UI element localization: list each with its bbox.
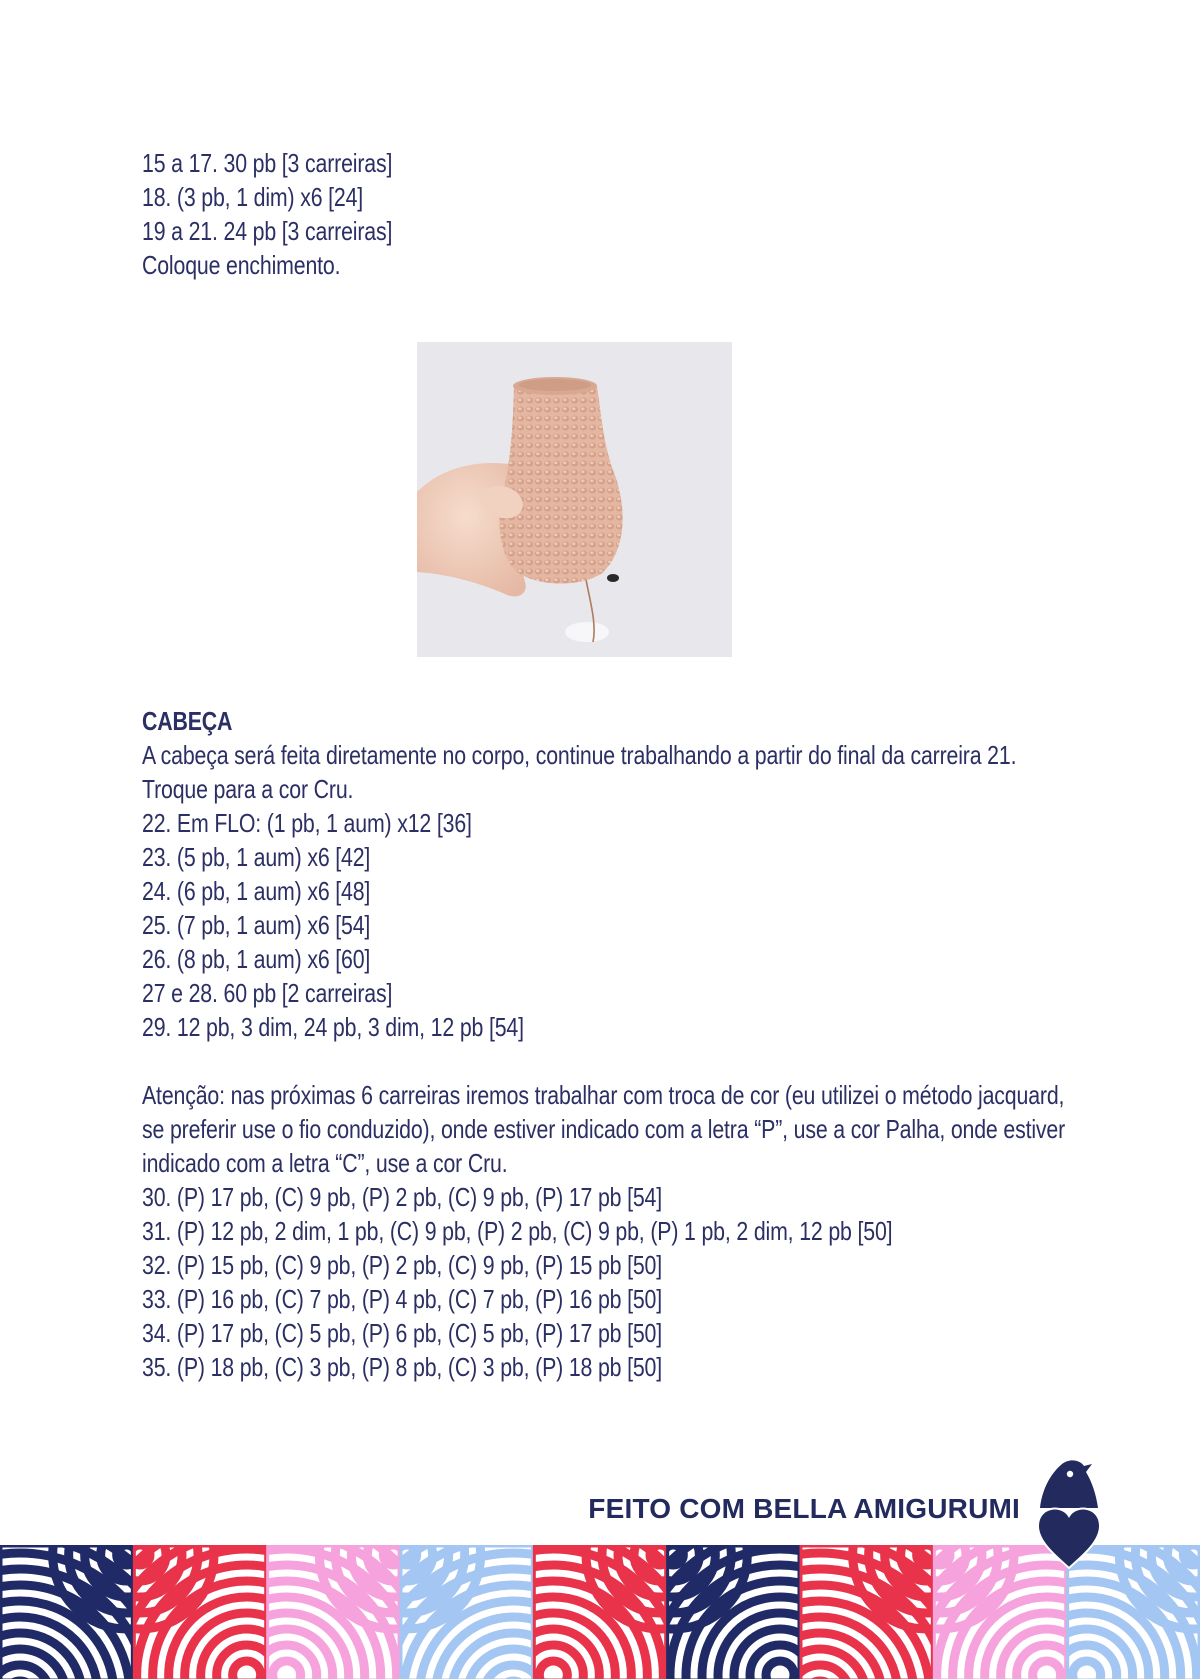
- instruction-line: 30. (P) 17 pb, (C) 9 pb, (P) 2 pb, (C) 9 pb, (P) 17 pb [54]: [142, 1182, 663, 1212]
- instruction-line: A cabeça será feita diretamente no corpo, continue trabalhando a partir do final da carreira 21.: [142, 740, 1017, 770]
- crochet-body-illustration: [417, 342, 732, 657]
- instruction-line: 15 a 17. 30 pb [3 carreiras]: [142, 148, 393, 178]
- instruction-line: 22. Em FLO: (1 pb, 1 aum) x12 [36]: [142, 808, 472, 838]
- instruction-line: 35. (P) 18 pb, (C) 3 pb, (P) 8 pb, (C) 3 pb, (P) 18 pb [50]: [142, 1352, 663, 1382]
- atencao-section: [142, 1078, 1065, 1384]
- instruction-line: 23. (5 pb, 1 aum) x6 [42]: [142, 842, 371, 872]
- note-line: se preferir use o fio conduzido), onde estiver indicado com a letra “P”, use a cor Palha, onde estiver: [142, 1114, 1066, 1144]
- instruction-line: 24. (6 pb, 1 aum) x6 [48]: [142, 876, 371, 906]
- intro-instructions: [142, 146, 392, 282]
- instruction-line: Coloque enchimento.: [142, 250, 341, 280]
- instruction-line: 19 a 21. 24 pb [3 carreiras]: [142, 216, 393, 246]
- instruction-line: 18. (3 pb, 1 dim) x6 [24]: [142, 182, 364, 212]
- cabeca-section: [142, 704, 1016, 1044]
- instruction-line: 31. (P) 12 pb, 2 dim, 1 pb, (C) 9 pb, (P) 2 pb, (C) 9 pb, (P) 1 pb, 2 dim, 12 pb [50]: [142, 1216, 893, 1246]
- footer-brand: FEITO COM BELLA AMIGURUMI: [588, 1493, 1020, 1524]
- section-heading: CABEÇA: [142, 706, 233, 736]
- instruction-line: 29. 12 pb, 3 dim, 24 pb, 3 dim, 12 pb [54]: [142, 1012, 524, 1042]
- note-line: indicado com a letra “C”, use a cor Cru.: [142, 1148, 508, 1178]
- bird-heart-logo-icon: [1032, 1456, 1106, 1570]
- yarn-ball-band: [0, 1545, 1200, 1679]
- instruction-line: 32. (P) 15 pb, (C) 9 pb, (P) 2 pb, (C) 9 pb, (P) 15 pb [50]: [142, 1250, 663, 1280]
- instruction-line: 27 e 28. 60 pb [2 carreiras]: [142, 978, 393, 1008]
- instruction-line: Troque para a cor Cru.: [142, 774, 354, 804]
- instruction-line: 33. (P) 16 pb, (C) 7 pb, (P) 4 pb, (C) 7 pb, (P) 16 pb [50]: [142, 1284, 663, 1314]
- instruction-line: 25. (7 pb, 1 aum) x6 [54]: [142, 910, 371, 940]
- crochet-body-photo: [417, 342, 732, 657]
- yarn-ball-pattern: [0, 1545, 1200, 1679]
- instruction-line: 26. (8 pb, 1 aum) x6 [60]: [142, 944, 371, 974]
- note-line: Atenção: nas próximas 6 carreiras iremos trabalhar com troca de cor (eu utilizei o método jacquard,: [142, 1080, 1065, 1110]
- instruction-line: 34. (P) 17 pb, (C) 5 pb, (P) 6 pb, (C) 5 pb, (P) 17 pb [50]: [142, 1318, 663, 1348]
